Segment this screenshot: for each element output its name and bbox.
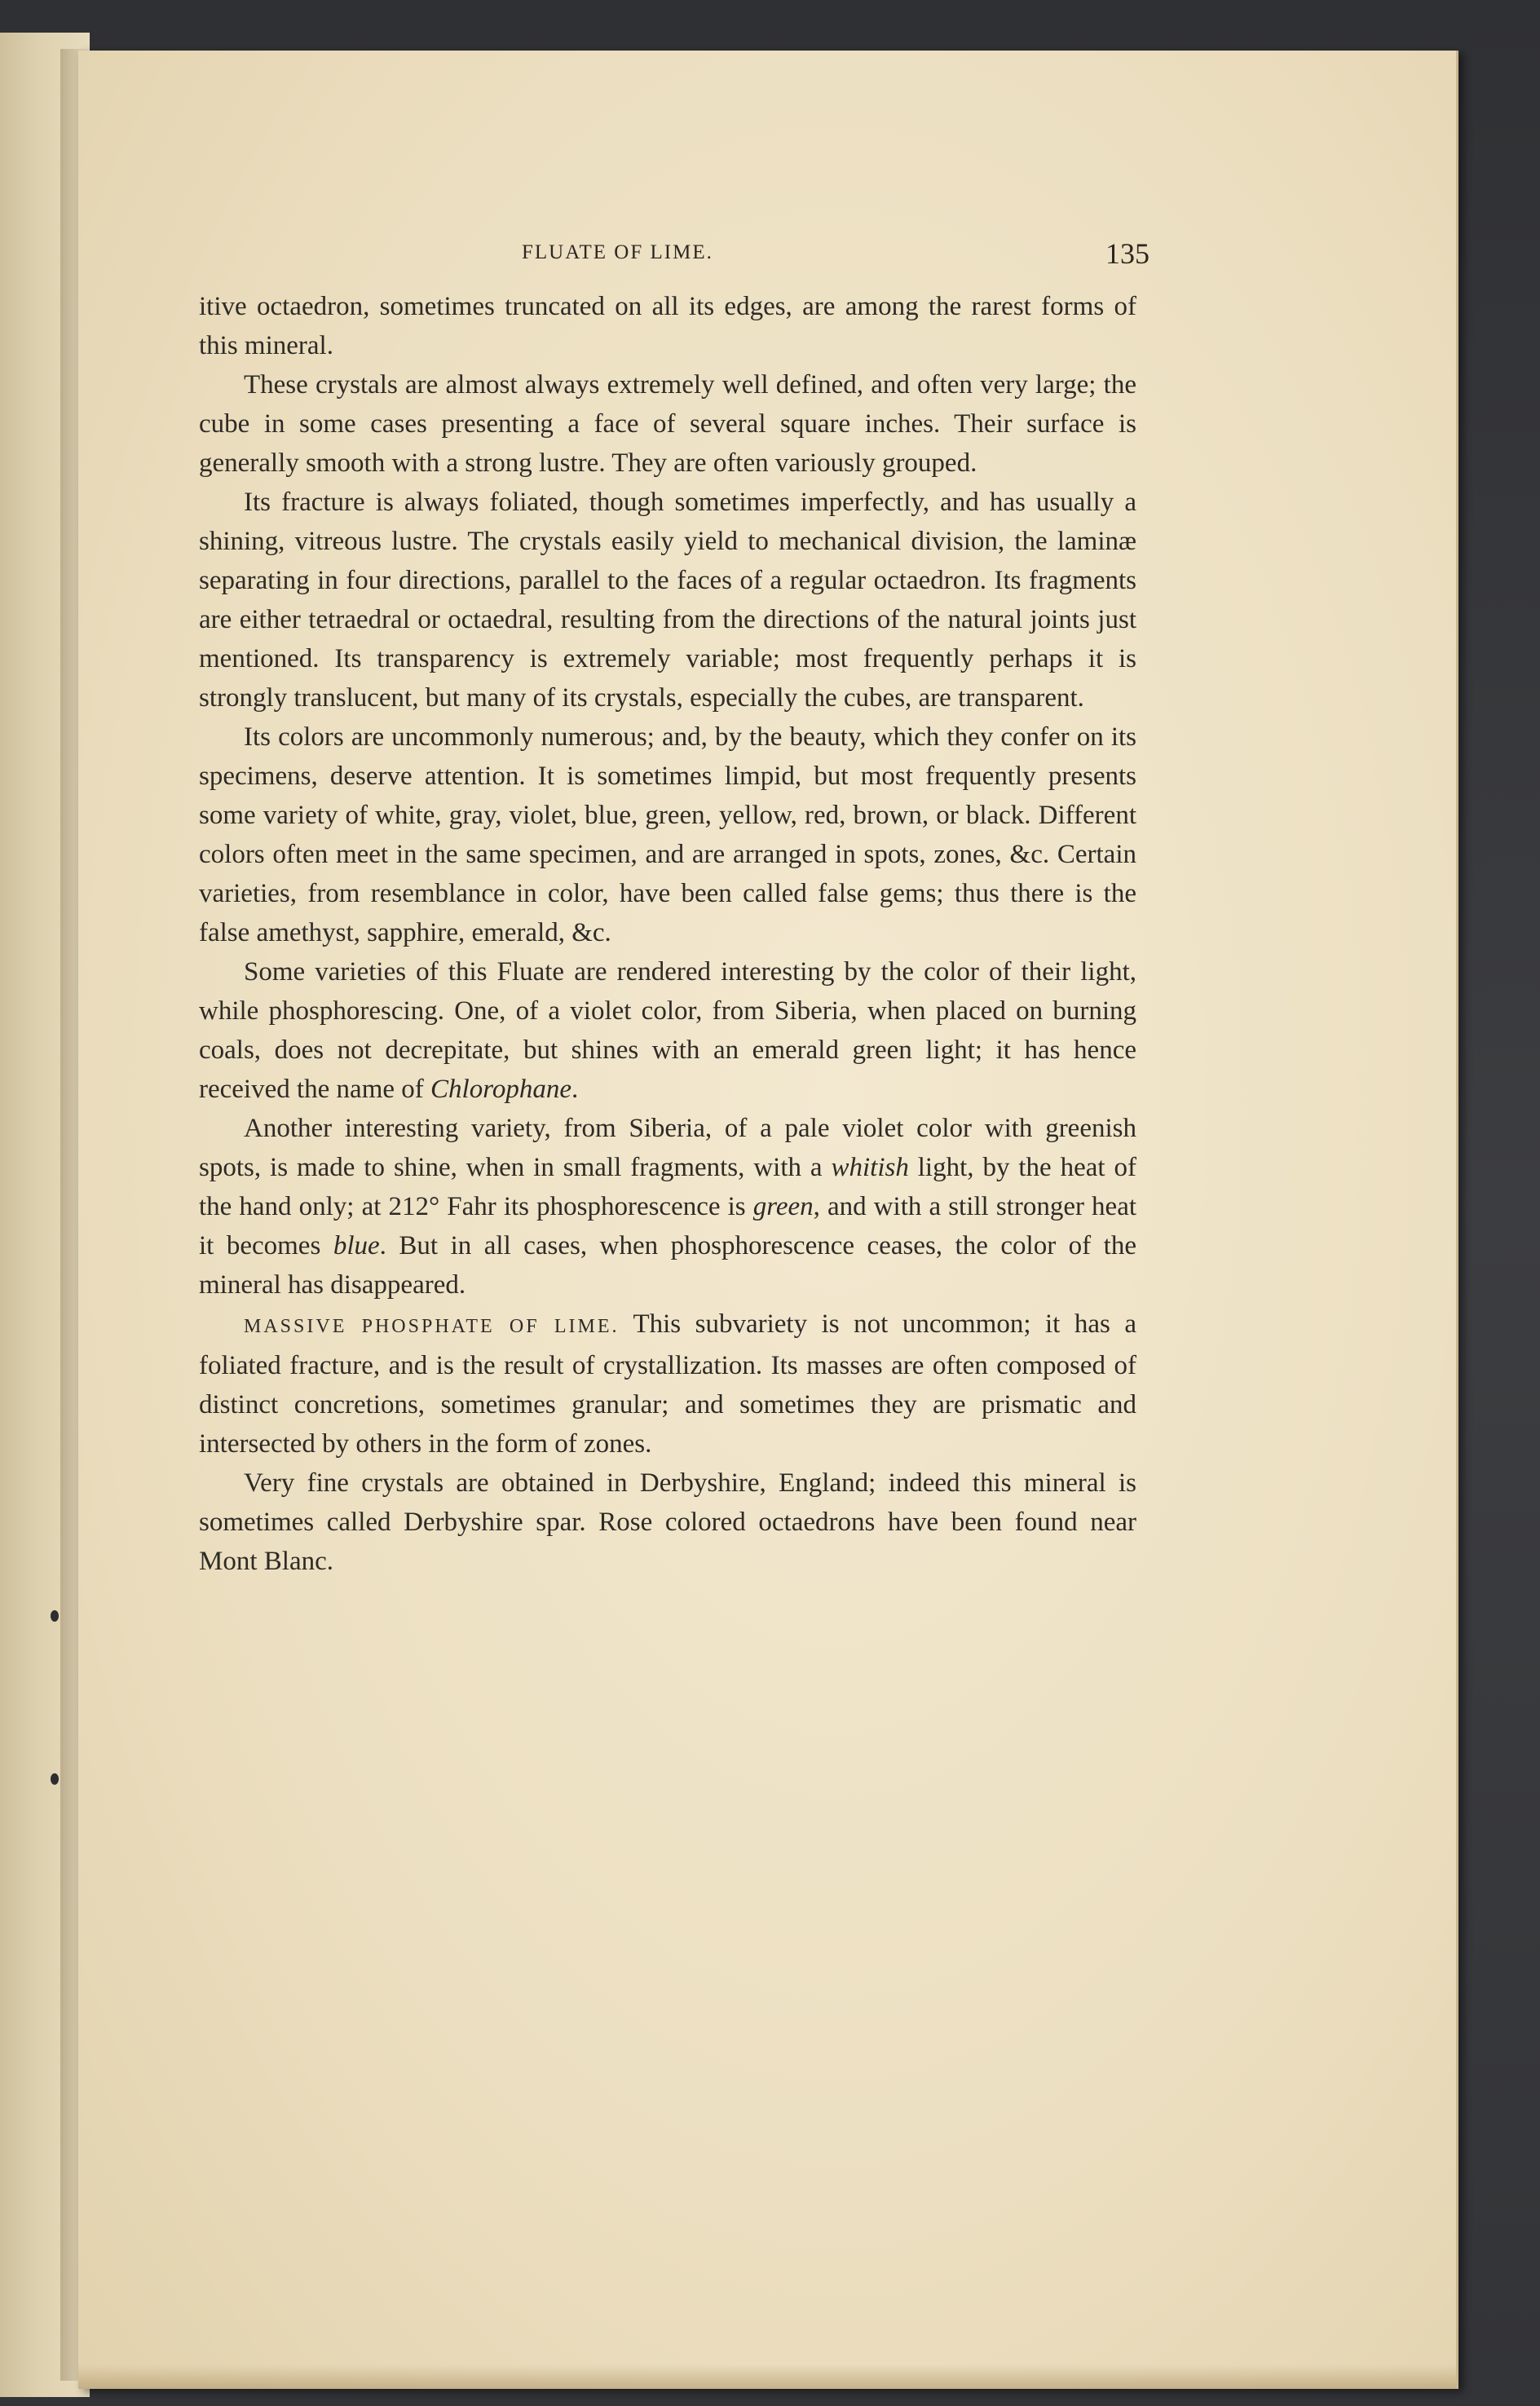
running-head: FLUATE OF LIME.: [522, 241, 713, 263]
paragraph: itive octaedron, sometimes truncated on all its edges, are among the rarest forms of this mineral.: [199, 292, 1136, 360]
paragraph: [199, 1109, 1136, 1305]
page-bottom-edge: [78, 2364, 1456, 2389]
paragraph: Its fracture is always foliated, though sometimes imperfectly, and has usually a shining, vitreous lustre. The crystals easily yield to mechanical division, the laminæ separating in four directions, parallel to the faces of a regular octaedron. Its fragments are either tetraedral or octaedral, resulting from the directions of the natural joints just mentioned. Its transparency is extremely variable; most frequently perhaps it is strongly translucent, but many of its crystals, especially the cubes, are transparent.: [199, 488, 1136, 713]
body-text: [199, 287, 1136, 1581]
binding-hole: [51, 1610, 59, 1622]
text-run: This subvariety is not uncommon; it has a foliated fracture, and is the result of crystallization. Its masses are often composed of distinct concretions, sometimes granular; and sometimes they are prismatic and intersected by others in the form of zones.: [199, 1309, 1137, 1459]
binding-hole: [51, 1773, 59, 1785]
italic-term: green: [752, 1192, 814, 1221]
page-number: 135: [1105, 237, 1149, 270]
paragraph: [199, 1305, 1136, 1463]
text-run: light, by the heat of the hand only; at 212° Fahr its phosphorescence is: [199, 1153, 1136, 1221]
italic-term: Chlorophane: [430, 1075, 571, 1104]
italic-term: whitish: [831, 1153, 909, 1182]
section-heading: MASSIVE PHOSPHATE OF LIME.: [244, 1316, 620, 1337]
paragraph: Very fine crystals are obtained in Derbyshire, England; indeed this mineral is sometimes called Derbyshire spar. Rose colored octaedrons have been found near Mont Blanc.: [199, 1468, 1136, 1576]
text-run: Another interesting variety, from Siberia, of a pale violet color with greenish spots, is made to shine, when in small fragments, with a: [199, 1114, 1136, 1182]
text-run: .: [571, 1075, 579, 1104]
text-run: . But in all cases, when phosphorescence ceases, the color of the mineral has disappeared.: [199, 1231, 1136, 1300]
paragraph: These crystals are almost always extremely well defined, and often very large; the cube in some cases presenting a face of several square inches. Their surface is generally smooth with a strong lustre. They are often variously grouped.: [199, 370, 1136, 478]
italic-term: blue: [333, 1231, 380, 1260]
page-header: [522, 236, 1149, 276]
paragraph: [199, 952, 1136, 1109]
text-run: Some varieties of this Fluate are rendered interesting by the color of their light, while phosphorescing. One, of a violet color, from Siberia, when placed on burning coals, does not decrepitate, but shines with an emerald green light; it has hence received the name of: [199, 957, 1136, 1104]
text-run: , and with a still stronger heat it becomes: [199, 1192, 1137, 1260]
paragraph: Its colors are uncommonly numerous; and, by the beauty, which they confer on its specimens, deserve attention. It is sometimes limpid, but most frequently presents some variety of white, gray, violet, blue, green, yellow, red, brown, or black. Different colors often meet in the same specimen, and are arranged in spots, zones, &c. Certain varieties, from resemblance in color, have been called false gems; thus there is the false amethyst, sapphire, emerald, &c.: [199, 722, 1136, 947]
